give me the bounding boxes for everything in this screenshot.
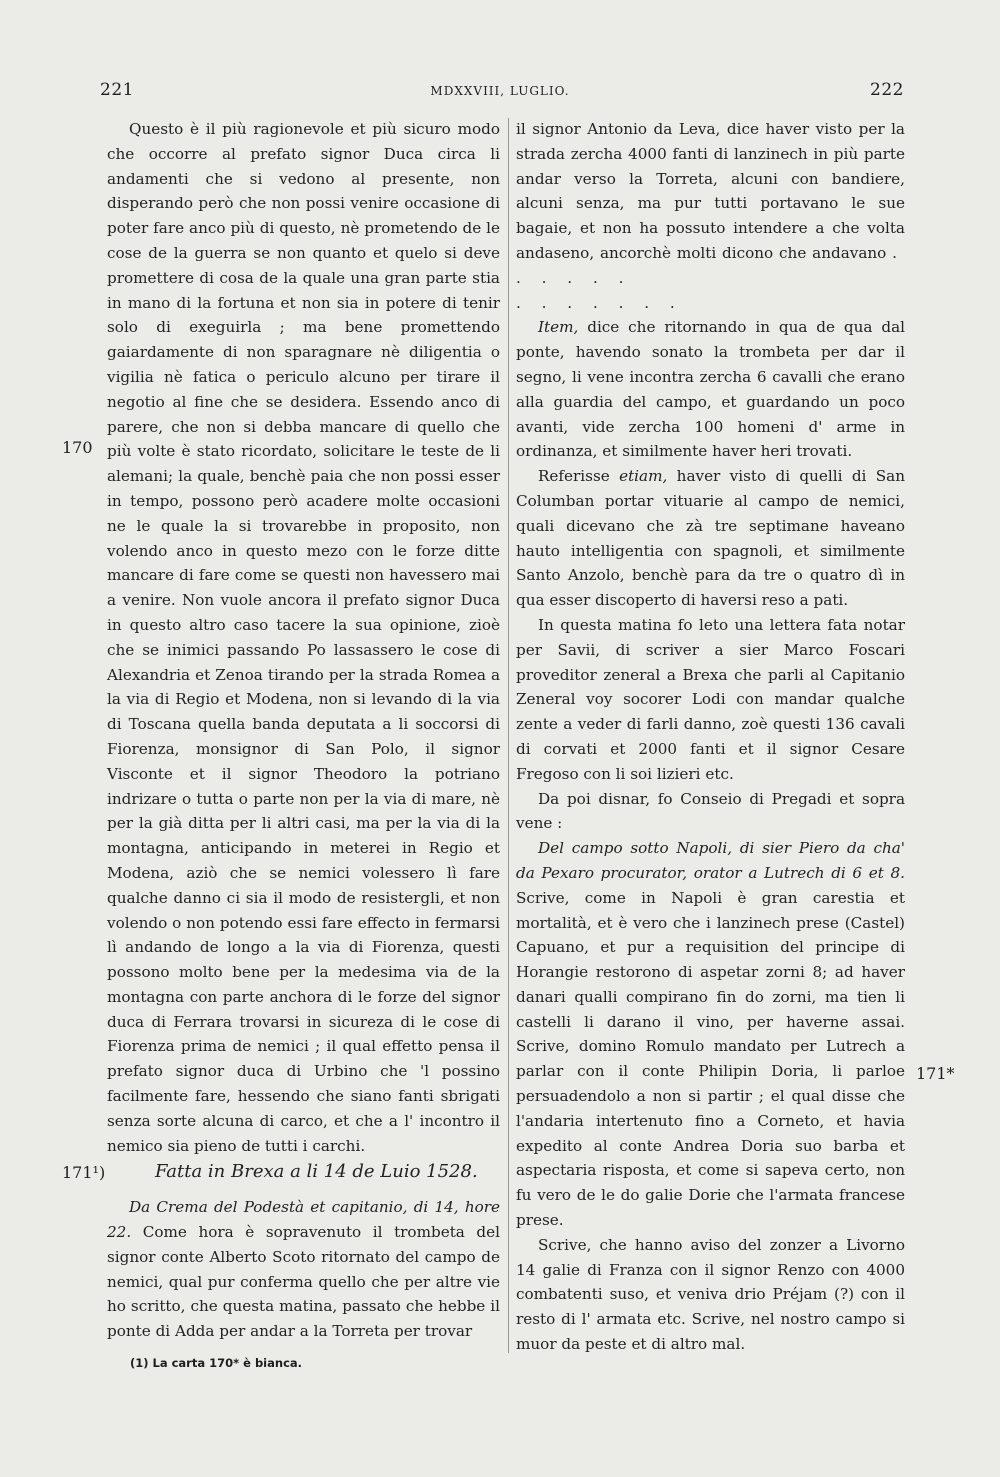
paragraph: In questa matina fo leto una lettera fata notar per Savii, di scriver a sier Marco Foscari proveditor zeneral a Brexa che parli al Capitanio Zeneral voy socorer Lodi con mandar qualche zente a veder di farli danno, zoè questi 136 cavali di corvati et 2000 fanti et il signor Cesare Fregoso con li soi lizieri etc.: [516, 615, 905, 783]
paragraph-text: haver visto di quelli di San Columban portar vituarie al campo de nemici, quali dicevano che zà tre septimane haveano hauto intelligentia con spagnoli, et similmente Santo Anzolo, benchè para da tre o quatro dì in qua esser discoperto di haversi reso a pati.: [516, 467, 905, 610]
letter-heading: Del campo sotto Napoli, di sier Piero da cha' da Pexaro procurator, orator a Lutrech di 6 et 8.: [516, 839, 905, 882]
right-column: [516, 117, 905, 1357]
margin-number-170: 170: [62, 438, 93, 457]
paragraph: [516, 117, 905, 291]
paragraph: [107, 1195, 500, 1344]
left-column: [107, 117, 500, 1344]
page-number-right: 222: [870, 80, 904, 100]
paragraph-text: Come hora è sopravenuto il trombeta del signor conte Alberto Scoto ritornato del campo de nemici, qual pur conferma quello che per altre vie ho scritto, che questa matina, passato che hebbe il ponte di Adda per andar a la Torreta per trovar: [107, 1223, 500, 1341]
paragraph: [516, 464, 905, 613]
ellipsis-line: [516, 291, 905, 316]
paragraph: Questo è il più ragionevole et più sicuro modo che occorre al prefato signor Duca circa li andamenti che si vedono al presente, non disperando però che non possi venire occasione di poter fare anco più di questo, nè prometendo de le cose de la guerra se non quanto et quelo si deve promettere di cosa de la quale una gran parte stia in mano di la fortuna et non sia in potere di tenir solo di exeguirla ; ma bene promettendo gaiardamente di non sparagnare nè diligentia o vigilia nè fatica o periculo alcuno per tirare il negotio al fine che se desidera. Essendo anco di parere, che non si debba mancare di quello che più volte è stato ricordato, solicitare le teste de li alemani; la quale, benchè paia che non possi esser in tempo, possono però acadere molte occasioni ne le quale la si trovarebbe in proposito, non volendo anco in questo mezo con le forze ditte mancare di fare come se questi non havessero mai a venire. Non vuole ancora il prefato signor Duca in questo altro caso tacere la sua opinione, zioè che se inimici passando Po lassassero le cose di Alexandria et Zenoa tirando per la strada Romea a la via di Regio et Modena, non si levando di la via di Toscana quella banda deputata a li soccorsi di Fiorenza, monsignor di San Polo, il signor Visconte et il signor Theodoro la potriano indrizare o tutta o parte non per la via di mare, nè per la già ditta per li altri casi, ma per la via di la montagna, anticipando in meterei in Regio et Modena, aziò che se nemici volessero lì fare qualche danno ci sia il modo de resistergli, et non volendo o non potendo essi fare effecto in fermarsi lì andando de longo a la via di Fiorenza, questi possono molto bene per la medesima via de la montagna con parte anchora di le forze del signor duca di Ferrara trovarsi in sicureza di le cose di Fiorenza prima de nemici ; il qual effetto pensa il prefato signor duca di Urbino che 'l possino facilmente fare, hessendo che siano fanti sbrigati senza sorte alcuna di carco, et che a l' incontro il nemico sia pieno de tutti i carchi.: [107, 120, 500, 1155]
paragraph: [516, 836, 905, 1233]
column-divider: [508, 118, 509, 1353]
italic-term: etiam,: [619, 467, 668, 486]
page-number-left: 221: [100, 80, 134, 100]
running-header: MDXXVIII, LUGLIO.: [430, 84, 570, 98]
paragraph-text: il signor Antonio da Leva, dice haver visto per la strada zercha 4000 fanti di lanzinech in più parte andar verso la Torreta, alcuni con bandiere, alcuni senza, ma pur tutti portavano le sue bagaie, et non ha possuto intendere a che volta andaseno, ancorchè molti dicono che andavano: [516, 120, 905, 262]
paragraph: Da poi disnar, fo Conseio di Pregadi et sopra vene :: [516, 789, 905, 833]
ellipsis-dots: . . . . . . .: [516, 293, 683, 312]
margin-number-171-star: 171*: [916, 1064, 955, 1083]
footnote: (1) La carta 170* è bianca.: [130, 1356, 303, 1370]
signature-line: Fatta in Brexa a li 14 de Luio 1528.: [155, 1161, 478, 1183]
paragraph-text: dice che ritornando in qua de qua dal ponte, havendo sonato la trombeta per dar il segno, li vene incontra zercha 6 cavalli che erano alla guardia del campo, et guardando un poco avanti, vide zercha 100 homeni d' arme in ordinanza, et similmente haver heri trovati.: [516, 318, 905, 461]
ellipsis-dots: . . . . . .: [516, 243, 905, 287]
italic-term: Item,: [538, 318, 579, 337]
letter-heading: Da Crema del Podestà et capitanio, di 14, hore 22.: [107, 1198, 500, 1242]
paragraph-text: Scrive, come in Napoli è gran carestia et mortalità, et è vero che i lanzinech prese (Castel) Capuano, et pur a requisition del principe di Horangie restorono di aspetar zorni 8; ad haver danari qualli compirano fin do zorni, ma tien li castelli li darano il vino, per haverne assai. Scrive, domino Romulo mandato per Lutrech a parlar con il conte Philipin Doria, li parloe persuadendolo a non si partir ; el qual disse che l'andaria intertenuto fino a Corneto, et havia expedito al conte Andrea Doria suo barba et aspectaria risposta, et come si sapeva certo, non fu vero de le do galie Dorie che l'armata francese prese.: [516, 888, 905, 1230]
margin-number-171: 171¹): [62, 1163, 106, 1182]
paragraph-text: Referisse: [538, 467, 620, 486]
paragraph: [516, 315, 905, 464]
paragraph: Scrive, che hanno aviso del zonzer a Livorno 14 galie di Franza con il signor Renzo con 4000 combatenti suso, et veniva drio Préjam (?) con il resto di l' armata etc. Scrive, nel nostro campo si muor da peste et di altro mal.: [516, 1235, 905, 1354]
